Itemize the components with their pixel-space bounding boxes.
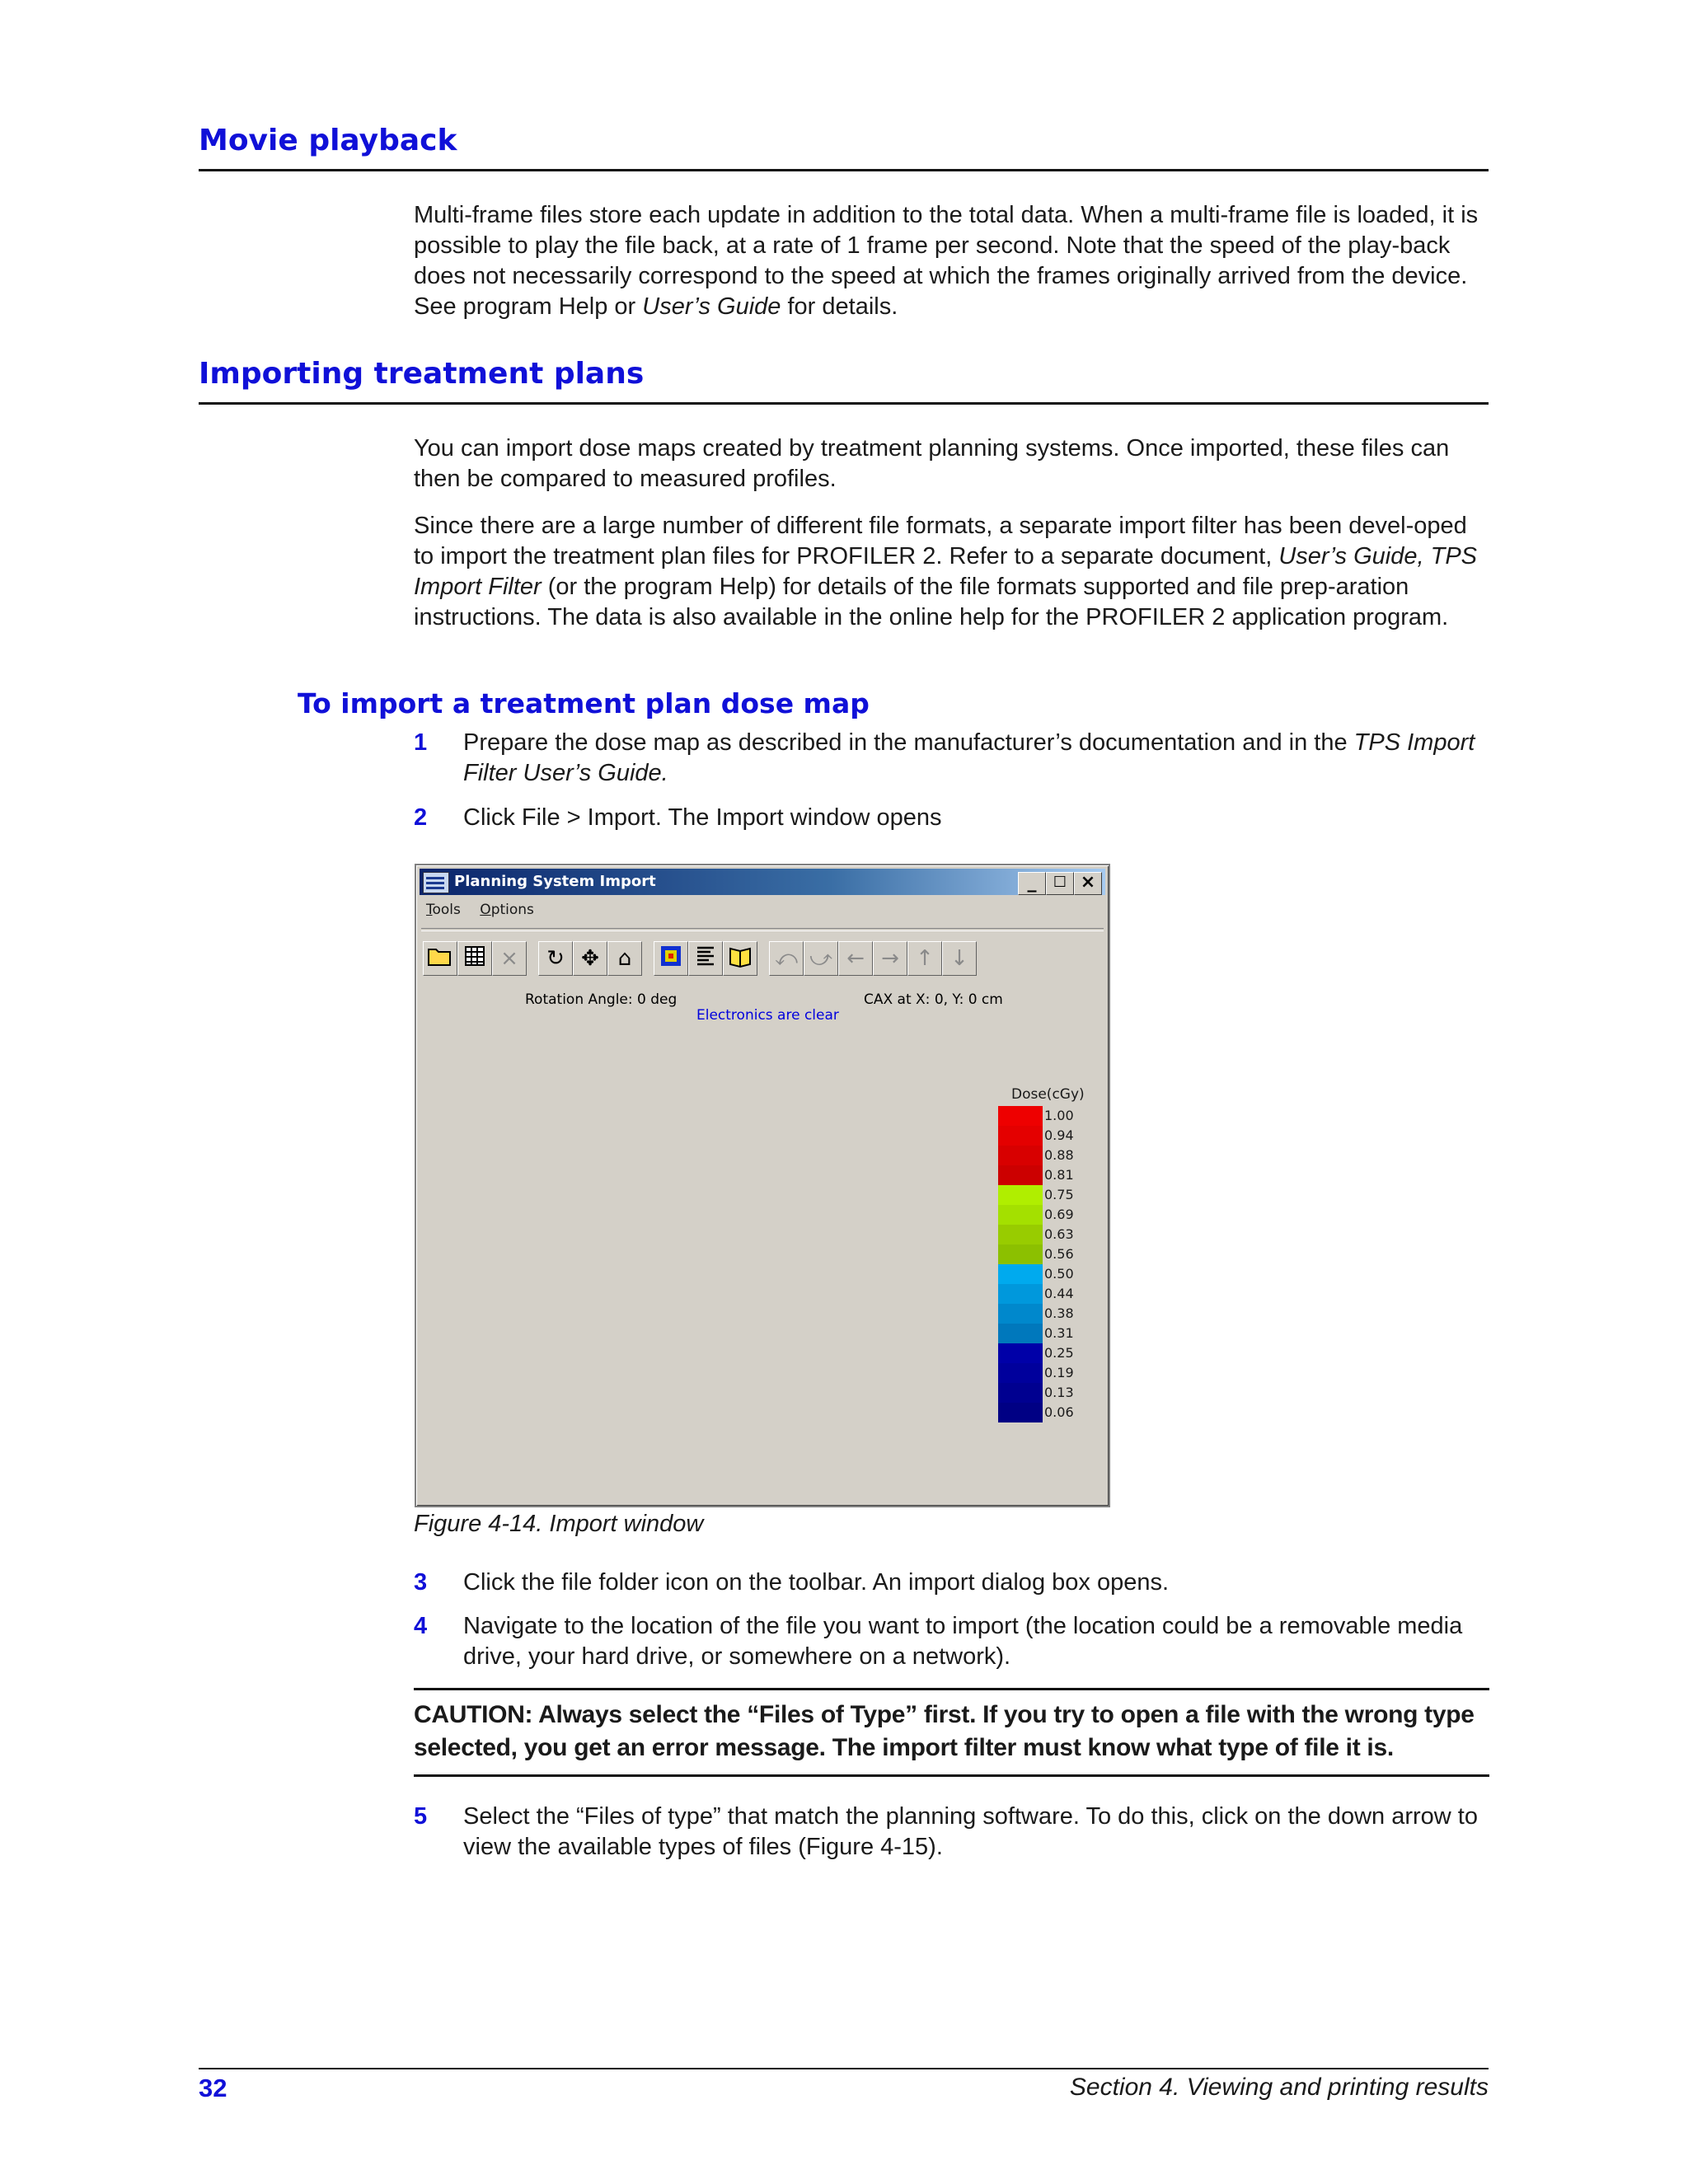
- step-number: 3: [414, 1569, 428, 1596]
- planning-system-import-window: [415, 864, 1110, 1507]
- legend-value: 0.06: [1044, 1404, 1074, 1420]
- move-icon[interactable]: ✥: [573, 941, 607, 976]
- report-icon[interactable]: [688, 941, 723, 976]
- arrow-right-icon[interactable]: →: [873, 941, 907, 976]
- legend-swatch: [998, 1106, 1043, 1126]
- close-icon[interactable]: ×: [1074, 872, 1102, 895]
- toolbar-separator: [421, 928, 1104, 931]
- step-text: Click the file folder icon on the toolbar. An import dialog box opens.: [463, 1569, 1170, 1596]
- legend-swatch: [998, 1363, 1043, 1383]
- import-text: Since there are a large number of different file formats, a separate import filter has been devel-oped to import the treatment plan files for PROFILER 2. Refer to a separate document,: [414, 513, 1467, 569]
- book-icon[interactable]: [723, 941, 757, 976]
- menu-options-label: ptions: [490, 902, 534, 918]
- page-number: 32: [199, 2074, 227, 2102]
- step-1: [414, 728, 1489, 789]
- import-paragraph-2: [414, 511, 1489, 633]
- cax-position: CAX at X: 0, Y: 0 cm: [864, 991, 1003, 1008]
- import-paragraph-1: You can import dose maps created by treatment planning systems. Once imported, these files can then be compared to measured profiles.: [414, 435, 1450, 492]
- legend-swatch: [998, 1403, 1043, 1422]
- legend-swatch: [998, 1185, 1043, 1205]
- legend-value: 0.31: [1044, 1325, 1074, 1341]
- menu-options[interactable]: [480, 902, 534, 918]
- legend-value: 0.50: [1044, 1266, 1074, 1282]
- caution-note: CAUTION: Always select the “Files of Type” first. If you try to open a file with the wrong type selected, you get an error message. The import filter must know what type of file it is.: [414, 1688, 1489, 1777]
- step-text: Select the “Files of type” that match the planning software. To do this, click on the down arrow to view the available types of files (Figure 4-15).: [463, 1803, 1478, 1860]
- users-guide-ref: User’s Guide: [642, 293, 781, 320]
- section-heading-movie-playback: Movie playback: [199, 124, 457, 157]
- legend-value: 0.19: [1044, 1365, 1074, 1380]
- legend-value: 1.00: [1044, 1108, 1074, 1123]
- footer-section-title: Section 4. Viewing and printing results: [1069, 2074, 1489, 2101]
- window-titlebar: [420, 869, 1105, 895]
- legend-value: 0.44: [1044, 1286, 1074, 1301]
- arrow-up-icon[interactable]: ↑: [907, 941, 942, 976]
- import-text-end: (or the program Help) for details of the file formats supported and file prep-aration instructions. The data is also available in the online help for the PROFILER 2 application program.: [414, 574, 1449, 630]
- dose-legend-title: Dose(cGy): [1011, 1086, 1085, 1103]
- legend-value: 0.88: [1044, 1147, 1074, 1163]
- delete-icon[interactable]: ×: [492, 941, 527, 976]
- legend-value: 0.63: [1044, 1226, 1074, 1242]
- step-text: [463, 728, 1489, 789]
- arrow-left-icon[interactable]: ←: [838, 941, 873, 976]
- step-3: [414, 1568, 1489, 1598]
- legend-swatch: [998, 1304, 1043, 1324]
- table-icon[interactable]: [457, 941, 492, 976]
- electronics-status: Electronics are clear: [696, 1007, 839, 1024]
- app-icon: [423, 872, 449, 893]
- movie-text: Multi-frame files store each update in addition to the total data. When a multi-frame file is loaded, it is possible to play the file back, at a rate of 1 frame per second. Note that the speed of the play-back does not necessarily correspond to the speed at which the frames originally arrived from the device. See program Help or: [414, 202, 1479, 320]
- legend-swatch: [998, 1284, 1043, 1304]
- legend-value: 0.13: [1044, 1385, 1074, 1400]
- menu-tools-label: ools: [432, 902, 461, 918]
- rotate-left-icon[interactable]: ⤺: [769, 941, 804, 976]
- step-5: [414, 1802, 1489, 1863]
- step-text-plain: Prepare the dose map as described in the manufacturer’s documentation and in the: [463, 729, 1354, 756]
- arrow-down-icon[interactable]: ↓: [942, 941, 977, 976]
- legend-swatch: [998, 1383, 1043, 1403]
- tps-guide-ref: User’s Guide, TPS Import Filter: [414, 543, 1478, 600]
- movie-paragraph: [414, 200, 1489, 322]
- step-text: Click File > Import. The Import window opens: [463, 804, 942, 831]
- legend-value: 0.94: [1044, 1127, 1074, 1143]
- step-number: 4: [414, 1613, 428, 1639]
- procedure-heading: To import a treatment plan dose map: [298, 687, 870, 719]
- rotation-angle: Rotation Angle: 0 deg: [525, 991, 678, 1008]
- legend-value: 0.75: [1044, 1187, 1074, 1202]
- figure-caption: Figure 4-14. Import window: [414, 1511, 704, 1537]
- minimize-icon[interactable]: _: [1018, 872, 1046, 895]
- rotate-icon[interactable]: ↻: [538, 941, 573, 976]
- legend-swatch: [998, 1146, 1043, 1165]
- heading-rule: [199, 402, 1489, 405]
- menu-options-mnemonic: O: [480, 902, 491, 918]
- step-number: 1: [414, 729, 428, 756]
- section-heading-importing: Importing treatment plans: [199, 357, 645, 391]
- step-text: Navigate to the location of the file you want to import (the location could be a removable media drive, your hard drive, or somewhere on a network).: [463, 1613, 1463, 1670]
- movie-text-end: for details.: [781, 293, 898, 320]
- legend-swatch: [998, 1126, 1043, 1146]
- heading-rule: [199, 169, 1489, 171]
- legend-swatch: [998, 1205, 1043, 1225]
- step-4: [414, 1611, 1489, 1672]
- legend-value: 0.56: [1044, 1246, 1074, 1262]
- legend-value: 0.69: [1044, 1207, 1074, 1222]
- legend-swatch: [998, 1264, 1043, 1284]
- legend-swatch: [998, 1244, 1043, 1264]
- window-title: Planning System Import: [454, 873, 656, 890]
- maximize-icon[interactable]: ☐: [1046, 872, 1074, 895]
- step-2: [414, 803, 1489, 833]
- menubar: [426, 902, 549, 918]
- menu-tools[interactable]: [426, 902, 461, 918]
- menu-tools-mnemonic: T: [426, 902, 433, 918]
- footer-rule: [199, 2068, 1489, 2069]
- step-text-italic: TPS Import Filter User’s Guide.: [463, 729, 1475, 786]
- open-folder-icon[interactable]: [423, 941, 457, 976]
- legend-swatch: [998, 1343, 1043, 1363]
- colormap-icon[interactable]: [654, 941, 688, 976]
- legend-swatch: [998, 1225, 1043, 1244]
- legend-swatch: [998, 1324, 1043, 1343]
- legend-swatch: [998, 1165, 1043, 1185]
- home-icon[interactable]: ⌂: [607, 941, 642, 976]
- rotate-right-icon[interactable]: ⤻: [804, 941, 838, 976]
- legend-value: 0.81: [1044, 1167, 1074, 1183]
- legend-value: 0.38: [1044, 1305, 1074, 1321]
- step-number: 5: [414, 1803, 428, 1830]
- legend-value: 0.25: [1044, 1345, 1074, 1361]
- step-number: 2: [414, 804, 428, 831]
